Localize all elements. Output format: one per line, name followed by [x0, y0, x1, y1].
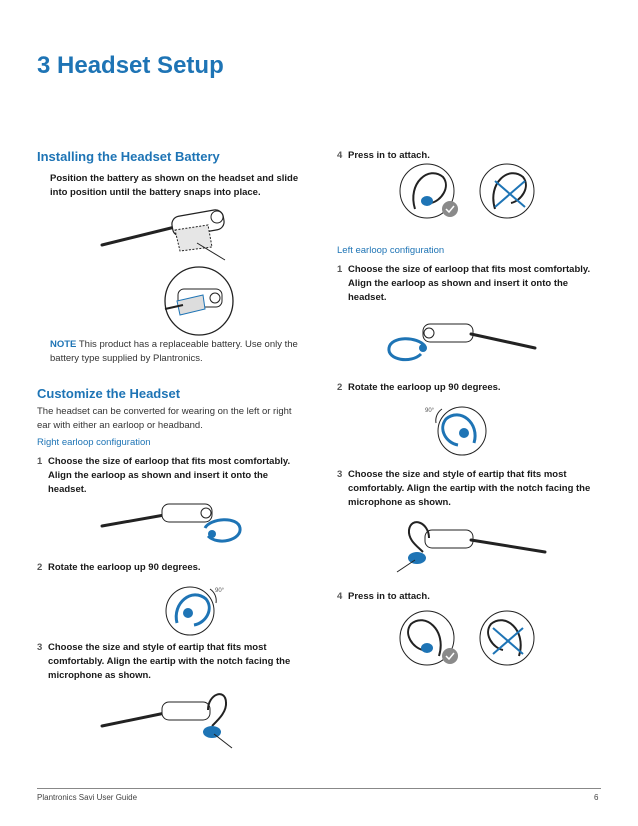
- install-text: Position the battery as shown on the headset and slide into position until the battery snaps into place.: [50, 173, 299, 198]
- page-number: 6: [594, 793, 599, 802]
- right-step-2: [37, 561, 307, 575]
- footer-divider: [37, 788, 601, 789]
- step-text: Rotate the earloop up 90 degrees.: [48, 562, 201, 573]
- step-text: Press in to attach.: [348, 591, 430, 602]
- step-number: 4: [337, 150, 343, 161]
- angle-label: 90°: [425, 408, 435, 414]
- note-label: NOTE: [50, 339, 77, 350]
- right-step-3: [37, 641, 307, 683]
- note-text: This product has a replaceable battery. Use only the battery type supplied by Plantronics.: [50, 339, 298, 364]
- right-earloop-rotate-illustration: [162, 583, 225, 635]
- step-text: Choose the size and style of eartip that fits most comfortably. Align the eartip with the notch facing the microphone as shown.: [348, 469, 591, 508]
- left-earloop-rotate-illustration: [430, 403, 490, 457]
- footer-doc-title: Plantronics Savi User Guide: [37, 793, 138, 802]
- step-text: Choose the size of earloop that fits most comfortably. Align the earloop as shown and insert it onto the headset.: [348, 264, 591, 303]
- step-number: 4: [337, 591, 343, 602]
- left-earloop-insert-illustration: [385, 318, 545, 368]
- step-text: Press in to attach.: [348, 150, 430, 161]
- left-step-2: [337, 381, 602, 395]
- right-earloop-heading: Right earloop configuration: [37, 437, 151, 448]
- left-eartip-illustration: [395, 512, 555, 574]
- step-text: Choose the size and style of eartip that fits most comfortably. Align the eartip with the notch facing the microphone as shown.: [48, 642, 291, 681]
- customize-intro: The headset can be converted for wearing on the left or right ear with either an earloop or headband.: [37, 406, 292, 431]
- step-number: 3: [337, 469, 343, 480]
- angle-label: 90°: [215, 588, 225, 594]
- step-text: Rotate the earloop up 90 degrees.: [348, 382, 501, 393]
- step-number: 2: [337, 382, 343, 393]
- step-number: 1: [337, 264, 343, 275]
- page-title: 3 Headset Setup: [37, 52, 224, 79]
- battery-note: [50, 338, 300, 366]
- install-heading: Installing the Headset Battery: [37, 149, 220, 164]
- right-step-1: [37, 455, 307, 497]
- left-step-3: [337, 468, 602, 510]
- step-number: 2: [37, 562, 43, 573]
- press-attach-right-illustration: [395, 163, 565, 223]
- right-eartip-illustration: [100, 688, 250, 750]
- left-earloop-heading: Left earloop configuration: [337, 245, 445, 256]
- step-number: 3: [37, 642, 43, 653]
- battery-detail-circle: [163, 265, 235, 337]
- left-step-4: [337, 590, 602, 604]
- left-step-1: [337, 263, 602, 305]
- check-icon: [442, 201, 458, 217]
- right-earloop-insert-illustration: [100, 498, 250, 553]
- press-attach-left-illustration: [395, 608, 565, 670]
- step-text: Choose the size of earloop that fits most comfortably. Align the earloop as shown and insert it onto the headset.: [48, 456, 291, 495]
- step-number: 1: [37, 456, 43, 467]
- customize-heading: Customize the Headset: [37, 386, 181, 401]
- check-icon: [442, 648, 458, 664]
- right-step-4: [337, 149, 602, 163]
